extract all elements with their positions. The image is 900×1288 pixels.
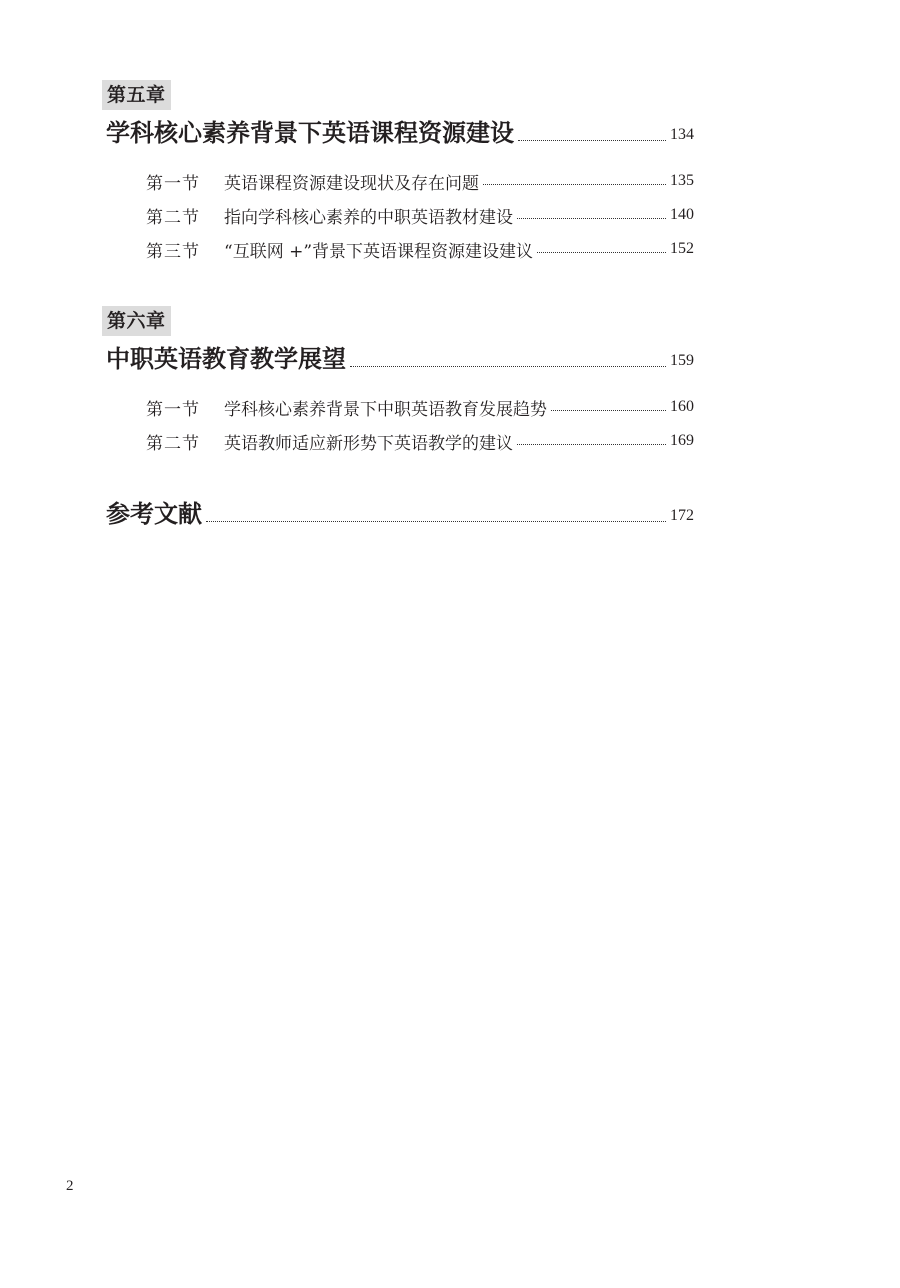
section-list [102,164,694,266]
dot-leader [517,444,666,445]
section-title: “互联网 +”背景下英语课程资源建设建议 [224,241,534,262]
section-title: 指向学科核心素养的中职英语教材建设 [224,207,513,228]
footer-page-number: 2 [66,1178,74,1194]
section-number: 第三节 [146,241,200,262]
page-number: 140 [670,206,694,223]
dot-leader [517,218,666,219]
page-number: 134 [670,126,694,143]
section-title: 学科核心素养背景下中职英语教育发展趋势 [224,399,547,420]
references-entry [102,497,694,531]
chapter-6 [102,306,694,458]
page-number: 172 [670,507,694,524]
chapter-label: 第六章 [102,306,171,336]
section-row[interactable] [146,232,694,266]
section-number: 第二节 [146,207,200,228]
page-number: 152 [670,240,694,257]
chapter-5 [102,80,694,266]
chapter-title: 学科核心素养背景下英语课程资源建设 [106,119,514,147]
chapter-title-row[interactable] [102,116,694,150]
chapter-label: 第五章 [102,80,171,110]
section-row[interactable] [146,424,694,458]
chapter-title-row[interactable] [102,342,694,376]
section-row[interactable] [146,164,694,198]
section-row[interactable] [146,390,694,424]
dot-leader [350,366,666,367]
section-title: 英语教师适应新形势下英语教学的建议 [224,433,513,454]
dot-leader [206,521,666,522]
page-number: 169 [670,432,694,449]
section-number: 第二节 [146,433,200,454]
section-title: 英语课程资源建设现状及存在问题 [224,173,479,194]
dot-leader [537,252,666,253]
section-number: 第一节 [146,399,200,420]
section-number: 第一节 [146,173,200,194]
page-number: 135 [670,172,694,189]
dot-leader [518,140,666,141]
dot-leader [483,184,666,185]
page-number: 160 [670,398,694,415]
section-row[interactable] [146,198,694,232]
references-title: 参考文献 [106,500,202,528]
dot-leader [551,410,666,411]
section-list [102,390,694,458]
references-row[interactable] [102,497,694,531]
chapter-title: 中职英语教育教学展望 [106,345,346,373]
page-number: 159 [670,352,694,369]
